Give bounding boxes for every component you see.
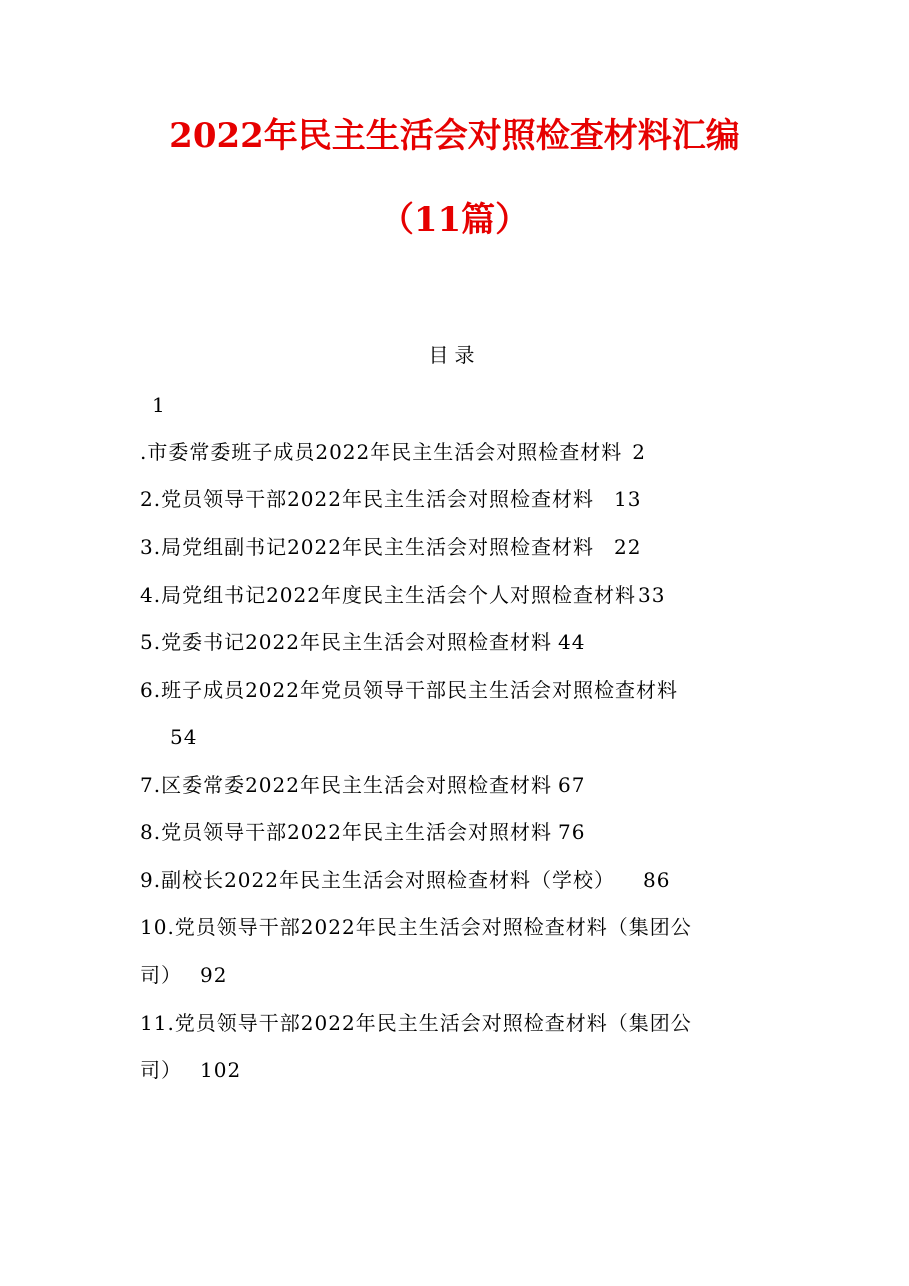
toc-entry-text: 4.局党组书记2022年度民主生活会个人对照检查材料 [140,583,636,607]
document-subtitle: （11篇） [379,200,530,240]
toc-entry-10-cont [140,960,227,990]
toc-entry-text: 2.党员领导干部2022年民主生活会对照检查材料 [140,487,594,511]
document-title: 2022年民主生活会对照检查材料汇编 [169,116,740,156]
toc-entry-page: 76 [557,820,586,844]
toc-entry-text: 9.副校长2022年民主生活会对照检查材料（学校） [140,868,615,892]
toc-entry-text: 8.党员领导干部2022年民主生活会对照材料 [140,820,552,844]
toc-entry-1 [140,437,646,467]
toc-entry-4 [140,580,665,610]
toc-entry-5 [140,627,585,657]
toc-entry-text: 6.班子成员2022年党员领导干部民主生活会对照检查材料 [140,678,678,702]
toc-entry-7 [140,770,585,800]
toc-entry-2 [140,484,641,514]
toc-entry-page: 22 [613,535,642,559]
toc-entry-text: 3.局党组副书记2022年民主生活会对照检查材料 [140,535,594,559]
toc-entry-page: 67 [557,773,586,797]
toc-entry-page: 86 [642,868,671,892]
toc-entry-text: 10.党员领导干部2022年民主生活会对照检查材料（集团公 [140,915,692,939]
toc-entry-text: 5.党委书记2022年民主生活会对照检查材料 [140,630,552,654]
toc-entry-11 [140,1008,692,1038]
toc-entry-page: 33 [637,583,666,607]
toc-entry-9 [140,865,670,895]
toc-entry-11-cont [140,1055,241,1085]
toc-entry-8 [140,817,585,847]
toc-entry-text: .市委常委班子成员2022年民主生活会对照检查材料 [140,440,623,464]
toc-entry-10 [140,912,692,942]
toc-entry-page: 2 [632,440,646,464]
toc-top-number: 1 [152,393,166,417]
toc-entry-text: 7.区委常委2022年民主生活会对照检查材料 [140,773,552,797]
toc-entry-text-cont: 司） [140,1058,182,1082]
toc-entry-6 [140,675,678,705]
toc-entry-page: 44 [557,630,586,654]
toc-entry-page: 92 [200,963,228,987]
toc-entry-text: 11.党员领导干部2022年民主生活会对照检查材料（集团公 [140,1011,692,1035]
toc-entry-3 [140,532,641,562]
toc-entry-page: 102 [200,1058,242,1082]
toc-entry-text-cont: 司） [140,963,182,987]
toc-heading: 目录 [428,343,481,367]
toc-entry-6-page: 54 [170,725,198,749]
toc-entry-page: 13 [613,487,642,511]
